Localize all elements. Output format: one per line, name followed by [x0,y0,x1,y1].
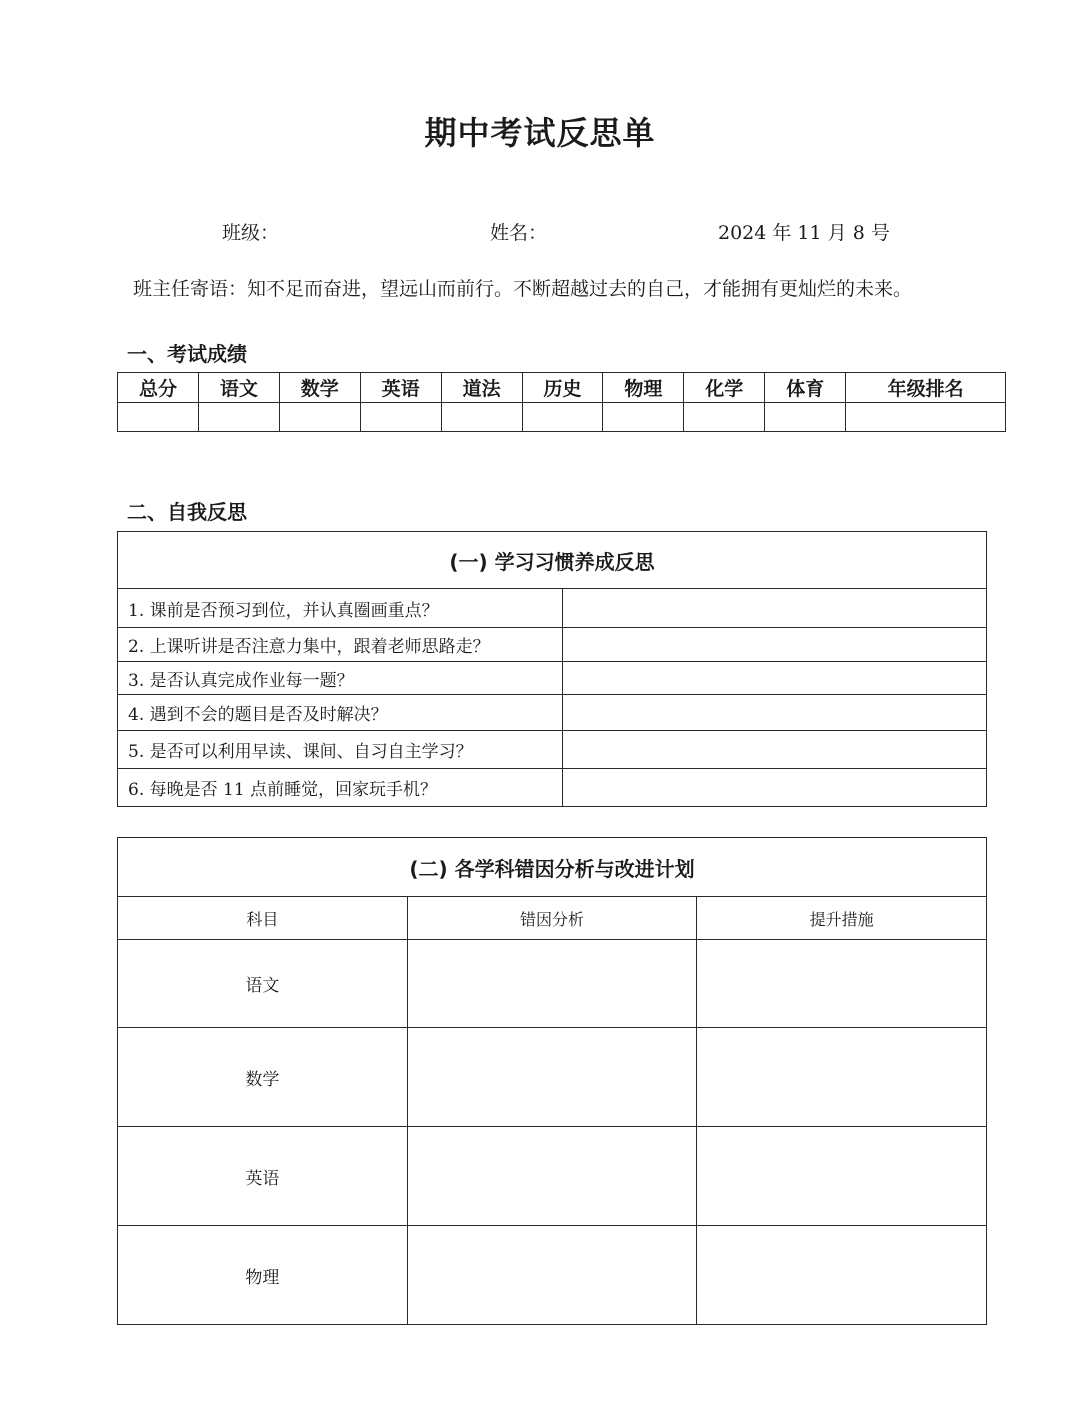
error-analysis-cell[interactable] [407,940,697,1028]
habit-answer-cell[interactable] [563,769,987,807]
habit-answer-cell[interactable] [563,695,987,731]
scores-table [117,372,1006,432]
subject-cell: 英语 [118,1127,408,1226]
analysis-row [118,1127,987,1226]
habit-answer-cell[interactable] [563,731,987,769]
habit-answer-cell[interactable] [563,628,987,662]
scores-entry-row [118,403,1006,432]
col-morality-law: 道法 [441,373,522,403]
analysis-table-title: (二) 各学科错因分析与改进计划 [118,838,987,897]
habit-question: 3. 是否认真完成作业每一题？ [118,662,563,695]
section-scores-heading: 一、考试成绩 [127,342,247,366]
subject-cell: 语文 [118,940,408,1028]
score-cell-grade-rank[interactable] [846,403,1006,432]
habit-question: 1. 课前是否预习到位，并认真圈画重点？ [118,589,563,628]
score-cell-history[interactable] [522,403,603,432]
subject-cell: 物理 [118,1226,408,1325]
analysis-row [118,940,987,1028]
analysis-row [118,1028,987,1127]
section-reflection-heading: 二、自我反思 [127,500,247,524]
date-text: 2024 年 11 月 8 号 [718,222,890,244]
score-cell-pe[interactable] [765,403,846,432]
habit-question: 4. 遇到不会的题目是否及时解决？ [118,695,563,731]
habit-row [118,589,987,628]
habit-answer-cell[interactable] [563,662,987,695]
score-cell-physics[interactable] [603,403,684,432]
score-cell-morality-law[interactable] [441,403,522,432]
error-analysis-cell[interactable] [407,1226,697,1325]
improvement-cell[interactable] [697,1127,987,1226]
analysis-row [118,1226,987,1325]
habit-row [118,695,987,731]
scores-header-row [118,373,1006,403]
score-cell-chemistry[interactable] [684,403,765,432]
analysis-table [117,837,987,1325]
habit-answer-cell[interactable] [563,589,987,628]
teacher-message: 班主任寄语：知不足而奋进，望远山而前行。不断超越过去的自己，才能拥有更灿烂的未来。 [133,278,913,300]
habit-row [118,769,987,807]
col-grade-rank: 年级排名 [846,373,1006,403]
habits-table [117,531,987,807]
error-analysis-cell[interactable] [407,1127,697,1226]
habit-question: 2. 上课听讲是否注意力集中，跟着老师思路走？ [118,628,563,662]
col-math: 数学 [279,373,360,403]
subject-cell: 数学 [118,1028,408,1127]
score-cell-chinese[interactable] [198,403,279,432]
habit-row [118,628,987,662]
col-chemistry: 化学 [684,373,765,403]
score-cell-math[interactable] [279,403,360,432]
habits-caption-row [118,532,987,589]
analysis-caption-row [118,838,987,897]
score-cell-total[interactable] [118,403,199,432]
analysis-header-row [118,897,987,940]
improvement-cell[interactable] [697,1028,987,1127]
col-history: 历史 [522,373,603,403]
col-chinese: 语文 [198,373,279,403]
header-subject: 科目 [118,897,408,940]
col-english: 英语 [360,373,441,403]
score-cell-english[interactable] [360,403,441,432]
col-pe: 体育 [765,373,846,403]
col-physics: 物理 [603,373,684,403]
habits-table-title: (一) 学习习惯养成反思 [118,532,987,589]
habit-row [118,662,987,695]
improvement-cell[interactable] [697,940,987,1028]
name-label: 姓名： [490,222,548,244]
habit-question: 6. 每晚是否 11 点前睡觉，回家玩手机？ [118,769,563,807]
page-title: 期中考试反思单 [424,114,656,152]
habit-question: 5. 是否可以利用早读、课间、自习自主学习？ [118,731,563,769]
col-total: 总分 [118,373,199,403]
habit-row [118,731,987,769]
header-improvement: 提升措施 [697,897,987,940]
class-label: 班级： [222,222,280,244]
improvement-cell[interactable] [697,1226,987,1325]
header-error-analysis: 错因分析 [407,897,697,940]
error-analysis-cell[interactable] [407,1028,697,1127]
